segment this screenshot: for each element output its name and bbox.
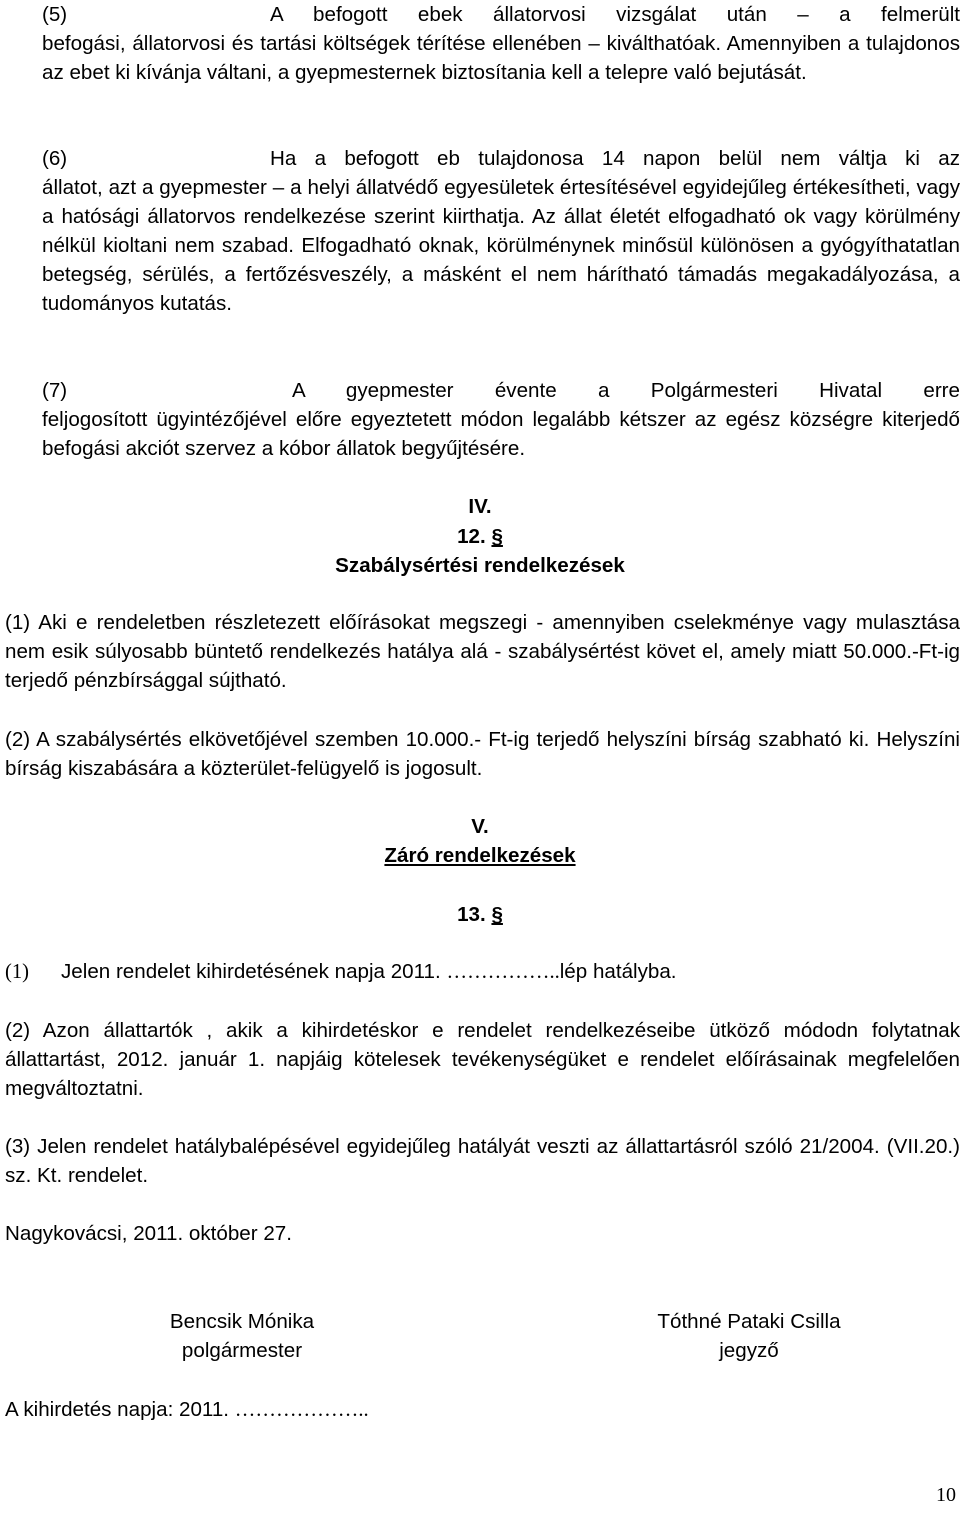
paragraph-13-3 [5, 1132, 960, 1190]
paragraph-number: (5) [42, 3, 68, 26]
paragraph-tail: lép hatályba. [559, 960, 677, 983]
paragraph-text: A gyepmester évente a Polgármesteri Hivatal erre [292, 379, 960, 402]
signature-role: polgármester [181, 1339, 303, 1362]
paragraph-5 [42, 0, 960, 87]
paragraph-text: A befogott ebek állatorvosi vizsgálat után – a felmerült [270, 3, 960, 26]
place-date: Nagykovácsi, 2011. október 27. [5, 1222, 292, 1245]
paragraph-text: (3) Jelen rendelet hatálybalépésével egyidejűleg hatályát veszti az állattartásról szóló 21/2004. (VII.20.) sz. Kt. rendelet. [5, 1135, 960, 1187]
section-title: Szabálysértési rendelkezések [335, 554, 625, 577]
paragraph-text-rest: befogási, állatorvosi és tartási költségek térítése ellenében – kiválthatóak. Amennyiben a tulajdonos az ebet ki kívánja váltani, a gyepmesternek biztosítania kell a telepre való bejutását. [42, 32, 960, 84]
paragraph-text-rest: állatot, azt a gyepmester – a helyi állatvédő egyesületek értesítésével egyidejűleg értékesítheti, vagy a hatósági állatorvos rendelkezése szerint kiirthatja. Az állat életét elfogadható ok vagy körülmény nélkül kioltani nem szabad. Elfogadható oknak, körülménynek minősül különösen a gyógyíthatatlan betegség, sérülés, a fertőzésveszély, a másként el nem hárítható támadás megakadályozása, a tudományos kutatás. [42, 176, 960, 315]
paragraph-number: (1) [5, 961, 30, 983]
announcement-label: A kihirdetés napja: 2011. [5, 1398, 230, 1421]
paragraph-12-1 [5, 608, 960, 695]
section-paragraph-number [0, 522, 960, 551]
paragraph-6 [42, 144, 960, 318]
paragraph-number: (6) [42, 147, 68, 170]
signature-notary [599, 1307, 899, 1365]
signature-name: Tóthné Pataki Csilla [657, 1310, 841, 1333]
signature-name: Bencsik Mónika [169, 1310, 315, 1333]
announcement-date [5, 1395, 960, 1425]
paragraph-13-2 [5, 1016, 960, 1103]
paragraph-text-rest: feljogosított ügyintézőjével előre egyeztetett módon legalább kétszer az egész községre kiterjedő befogási akciót szervez a kóbor állatok begyűjtésére. [42, 408, 960, 460]
paragraph-number-text: 13. [457, 903, 486, 926]
signature-role: jegyző [719, 1339, 779, 1362]
signature-mayor [92, 1307, 392, 1365]
paragraph-7 [42, 376, 960, 463]
section-roman-numeral: IV. [468, 495, 492, 518]
blank-dots: ……………….. [234, 1399, 369, 1421]
section-title: Záró rendelkezések [384, 844, 576, 867]
paragraph-12-2 [5, 725, 960, 783]
paragraph-text: Ha a befogott eb tulajdonosa 14 napon belül nem váltja ki az [270, 147, 960, 170]
paragraph-number: (7) [42, 379, 68, 402]
paragraph-text: (2) Azon állattartók , akik a kihirdetéskor e rendelet rendelkezéseibe ütköző módodn folytatnak állattartást, 2012. január 1. napjáig kötelesek tevékenységüket e rendelet előírásainak megfelelően megváltoztatni. [5, 1019, 960, 1100]
section-roman-numeral: V. [471, 815, 489, 838]
paragraph-text: Jelen rendelet kihirdetésének napja 2011. [61, 960, 441, 983]
blank-dots: …………….. [446, 961, 560, 983]
page-number: 10 [936, 1484, 956, 1506]
paragraph-number-text: 12. [457, 525, 486, 548]
paragraph-13-1 [5, 957, 960, 987]
section-sign: § [491, 903, 503, 926]
paragraph-text: (2) A szabálysértés elkövetőjével szemben 10.000.- Ft-ig terjedő helyszíni bírság szabható ki. Helyszíni bírság kiszabására a közterület-felügyelő is jogosult. [5, 728, 960, 780]
section-sign: § [491, 525, 503, 548]
section-paragraph-number [0, 900, 960, 929]
paragraph-text: (1) Aki e rendeletben részletezett előírásokat megszegi - amennyiben cselekménye vagy mulasztása nem esik súlyosabb büntető rendelkezés hatálya alá - szabálysértést követ el, amely miatt 50.000.-Ft-ig terjedő pénzbírsággal sújtható. [5, 611, 960, 692]
